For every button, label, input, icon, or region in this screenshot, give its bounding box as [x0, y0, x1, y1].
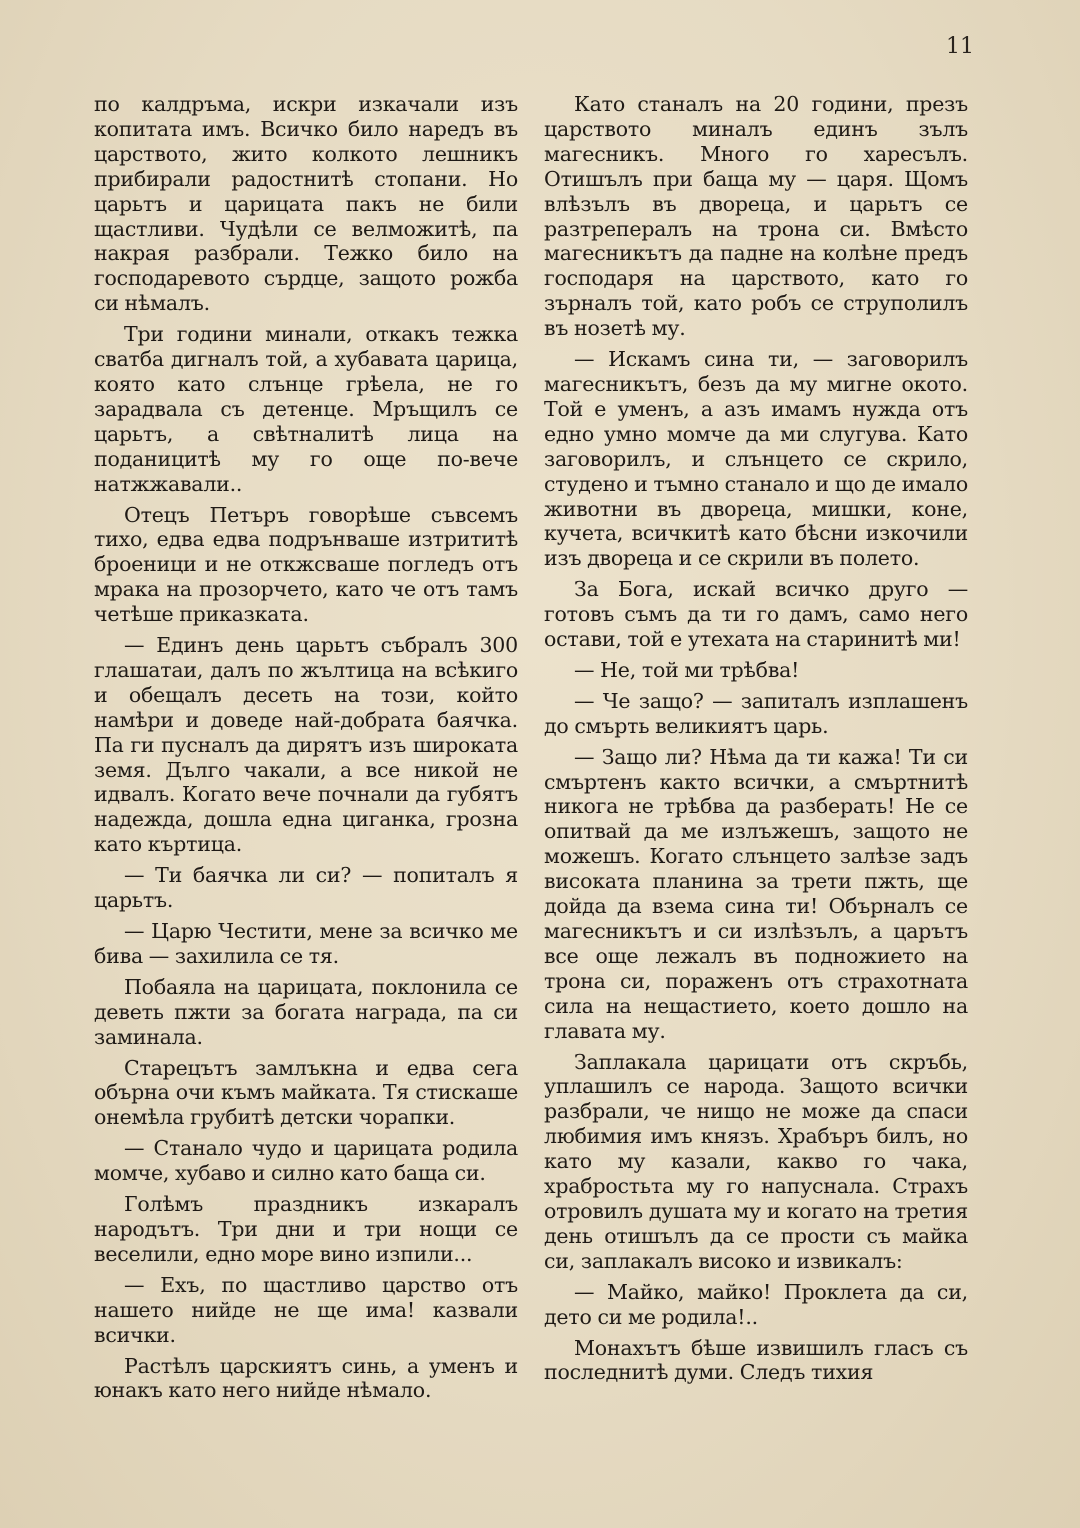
paragraph: — Не, той ми трѣбва!: [574, 657, 800, 682]
left-text-column: [94, 92, 518, 1409]
paragraph: Отецъ Петъръ говорѣше съвсемъ тихо, едва едва подрънваше изтрититѣ броеници и не откжсваше погледъ отъ мрака на прозорчето, като че отъ тамъ четѣше приказката.: [94, 502, 518, 627]
paragraph: Старецътъ замлъкна и едва сега обърна очи къмъ майката. Тя стискаше онемѣла грубитѣ детски чорапки.: [94, 1055, 518, 1130]
paragraph: Голѣмъ праздникъ изкаралъ народътъ. Три дни и три нощи се веселили, едно море вино изпили...: [94, 1192, 518, 1266]
paragraph: Побаяла на царицата, поклонила се деветь пжти за богата награда, па си заминала.: [94, 974, 518, 1049]
paragraph: Три години минали, откакъ тежка сватба дигналъ той, а хубавата царица, която като слънце грѣела, не го зарадвала съ детенце. Мръщилъ се царьтъ, а свѣтналитѣ лица на поданицитѣ му го още по-вече натжжавали..: [94, 322, 518, 496]
paragraph: — Че защо? — запиталъ изплашенъ до смърть великиятъ царь.: [544, 688, 968, 738]
paragraph: — Единъ день царьтъ събралъ 300 глашатаи, далъ по жълтица на всѣкиго и обещалъ десеть на този, който намѣри и доведе най-добрата баячка. Па ги пусналъ да дирятъ изъ широката земя. Дълго чакали, а все никой не идвалъ. Когато вече почнали да губятъ надежда, дошла една циганка, грозна като къртица.: [94, 633, 518, 857]
paragraph: — Царю Честити, мене за всичко ме бива — захилила се тя.: [94, 919, 518, 968]
paragraph: — Майко, майко! Проклета да си, дето си ме родила!..: [544, 1279, 968, 1329]
paragraph: Монахътъ бѣше извишилъ гласъ съ последнитѣ думи. Следъ тихия: [544, 1335, 968, 1385]
paragraph: — Искамъ сина ти, — заговорилъ магесникътъ, безъ да му мигне окото. Той е уменъ, а азъ имамъ нужда отъ едно умно момче да ми слугува. Като заговорилъ, и слънцето се скрило, студено и тъмно станало и що де имало животни въ двореца, мишки, коне, кучета, всичкитѣ като бѣсни изкочили изъ двореца и се скрили въ полето.: [544, 347, 968, 571]
paragraph: — Станало чудо и царицата родила момче, хубаво и силно като баща си.: [94, 1136, 518, 1186]
right-text-column: [544, 92, 968, 1391]
page-number: 11: [946, 34, 974, 59]
paragraph: Като станалъ на 20 години, презъ царството миналъ единъ зълъ магесникъ. Много го харесълъ. Отишълъ при баща му — царя. Щомъ влѣзълъ въ двореца, и царьтъ се разтрепералъ на трона си. Вмѣсто магесникътъ да падне на колѣне предъ господаря на царството, като го зърналъ той, като робъ се струполилъ въ нозетѣ му.: [544, 92, 968, 341]
paragraph: За Бога, искай всичко друго — готовъ съмъ да ти го дамъ, само него остави, той е утехата на старинитѣ ми!: [544, 577, 968, 652]
paragraph: Заплакала царицати отъ скръбь, уплашилъ се народа. Защото всички разбрали, че нищо не може да спаси любимия имъ князъ. Храбъръ билъ, но като му казали, какво го чака, храбростьта му го напуснала. Страхъ отровилъ душата му и когато на третия день отишълъ да се прости съ майка си, заплакалъ високо и извикалъ:: [544, 1049, 968, 1273]
paragraph: — Защо ли? Нѣма да ти кажа! Ти си смъртенъ както всички, а смъртнитѣ никога не трѣбва да разберать! Не се опитвай да ме излъжешъ, защото не можешъ. Когато слънцето залѣзе задъ високата планина за трети пжть, ще дойда да взема сина ти! Обърналъ се магесникътъ и си излѣзълъ, а царътъ все още лежалъ въ подножието на трона си, пораженъ отъ страхотната сила на нещастието, което дошло на главата му.: [544, 744, 968, 1043]
paragraph: по калдръма, искри изкачали изъ копитата имъ. Всичко било наредъ въ царството, жито колкото лешникъ прибирали радостнитѣ стопани. Но царьтъ и царицата пакъ не били щастливи. Чудѣли се велможитѣ, па накрая разбрали. Тежко било на господаревото сърдце, защото рожба си нѣмалъ.: [94, 92, 518, 316]
paragraph: — Ти баячка ли си? — попиталъ я царьтъ.: [94, 863, 518, 913]
paragraph: Растѣлъ царскиятъ синь, а уменъ и юнакъ като него нийде нѣмало.: [94, 1353, 518, 1403]
paragraph: — Ехъ, по щастливо царство отъ нашето нийде не ще има! казвали всички.: [94, 1272, 518, 1347]
